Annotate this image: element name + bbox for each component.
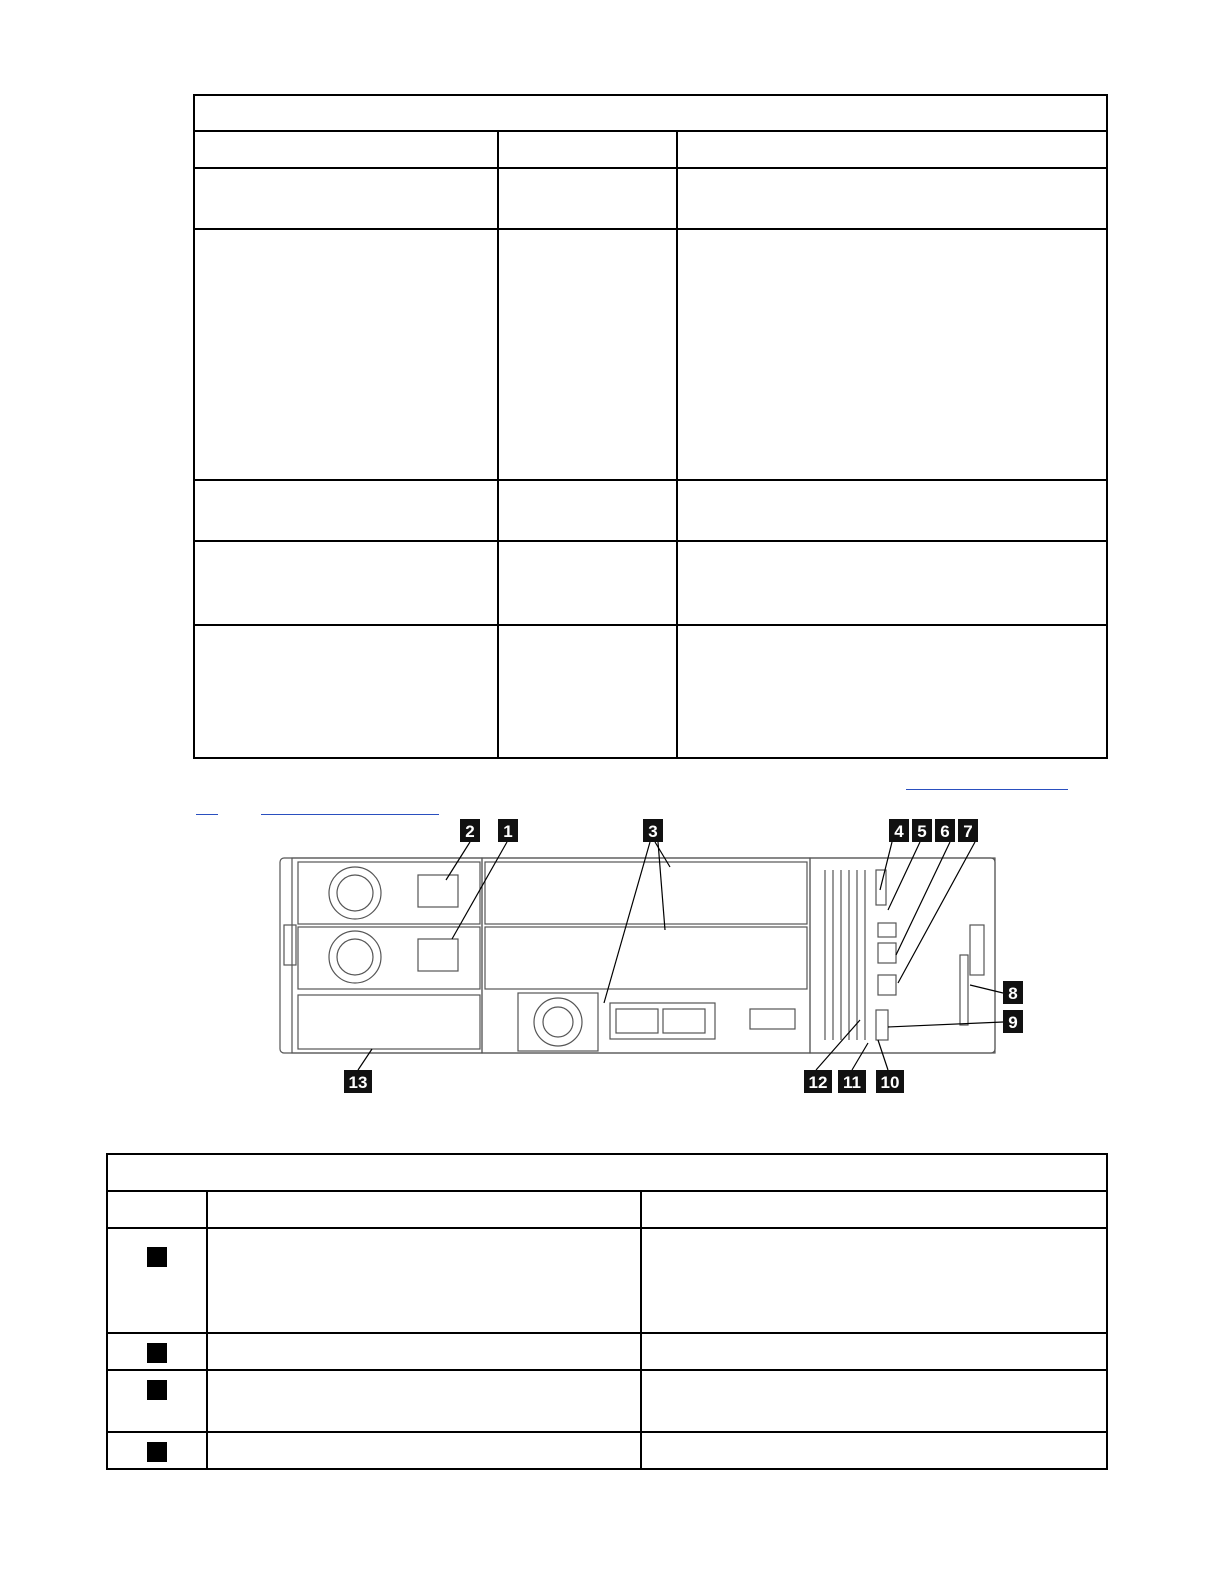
- svg-text:6: 6: [940, 822, 950, 841]
- table-header-row: [107, 1191, 1107, 1228]
- cross-reference-link[interactable]: [906, 789, 1068, 790]
- table-row: [107, 1432, 1107, 1469]
- callout-label: [889, 819, 909, 842]
- table-row: [194, 625, 1107, 758]
- callout-label: [498, 819, 518, 842]
- table-row: [107, 1370, 1107, 1432]
- callout-label: [838, 1070, 866, 1093]
- table-row: [194, 541, 1107, 625]
- callout-marker-icon: [147, 1343, 167, 1363]
- table-row: [107, 1228, 1107, 1333]
- callout-marker-icon: [147, 1247, 167, 1267]
- callout-marker-icon: [147, 1380, 167, 1400]
- svg-text:4: 4: [894, 822, 904, 841]
- svg-text:10: 10: [880, 1073, 900, 1092]
- svg-text:7: 7: [963, 822, 973, 841]
- svg-text:11: 11: [843, 1073, 861, 1092]
- callout-label: [460, 819, 480, 842]
- svg-text:5: 5: [917, 822, 927, 841]
- callout-label: [935, 819, 955, 842]
- table-row: [194, 168, 1107, 229]
- callout-label: [804, 1070, 832, 1093]
- table-row: [194, 480, 1107, 541]
- rear-panel-diagram: [270, 815, 1040, 1100]
- svg-text:12: 12: [808, 1073, 828, 1092]
- callout-legend-table: [106, 1153, 1108, 1470]
- table-caption-row: [194, 95, 1107, 131]
- callout-label: [344, 1070, 372, 1093]
- table-caption-row: [107, 1154, 1107, 1191]
- callout-label: [876, 1070, 904, 1093]
- table-row: [107, 1333, 1107, 1370]
- cross-reference-link[interactable]: [196, 814, 218, 815]
- callout-label: [1003, 1010, 1023, 1033]
- svg-text:8: 8: [1008, 984, 1018, 1003]
- specifications-table: [193, 94, 1108, 759]
- table-row: [194, 229, 1107, 480]
- svg-text:2: 2: [465, 822, 475, 841]
- callout-label: [643, 819, 663, 842]
- callout-label: [912, 819, 932, 842]
- table-header-row: [194, 131, 1107, 168]
- callout-marker-icon: [147, 1442, 167, 1462]
- svg-text:3: 3: [648, 822, 658, 841]
- svg-text:9: 9: [1008, 1013, 1018, 1032]
- callout-label: [1003, 981, 1023, 1004]
- svg-text:13: 13: [348, 1073, 368, 1092]
- callout-label: [958, 819, 978, 842]
- svg-text:1: 1: [503, 822, 513, 841]
